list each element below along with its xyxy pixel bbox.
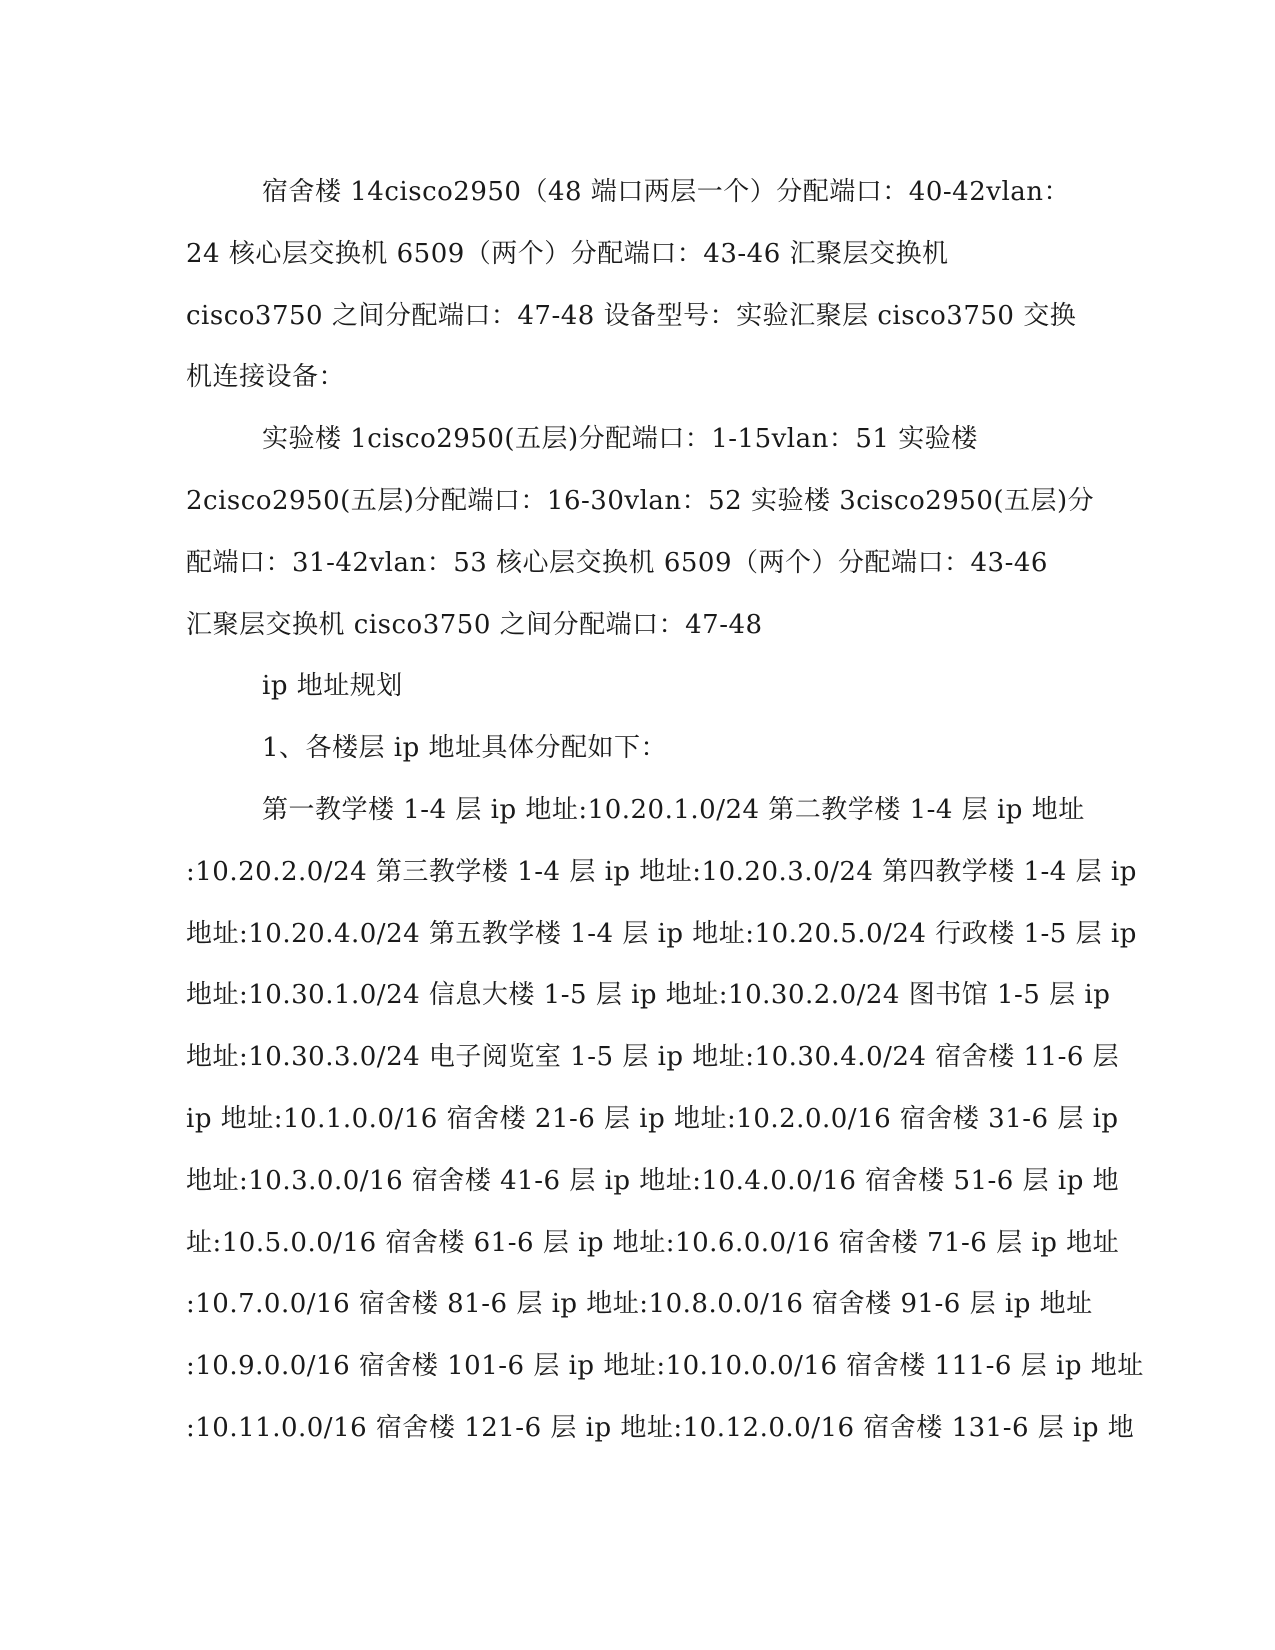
paragraph-line: 24 核心层交换机 6509（两个）分配端口：43-46 汇聚层交换机 [186, 238, 949, 269]
paragraph-line: 2cisco2950(五层)分配端口：16-30vlan：52 实验楼 3cisco2950(五层)分 [186, 485, 1095, 516]
paragraph-line: 地址:10.3.0.0/16 宿舍楼 41-6 层 ip 地址:10.4.0.0/16 宿舍楼 51-6 层 ip 地 [186, 1165, 1120, 1196]
section-heading: ip 地址规划 [262, 671, 403, 702]
subsection-heading: 1、各楼层 ip 地址具体分配如下： [262, 733, 668, 764]
paragraph-line: 第一教学楼 1-4 层 ip 地址:10.20.1.0/24 第二教学楼 1-4 层 ip 地址 [262, 794, 1085, 825]
paragraph-line: ip 地址:10.1.0.0/16 宿舍楼 21-6 层 ip 地址:10.2.0.0/16 宿舍楼 31-6 层 ip [186, 1103, 1119, 1134]
paragraph-line: 地址:10.20.4.0/24 第五教学楼 1-4 层 ip 地址:10.20.5.0/24 行政楼 1-5 层 ip [186, 918, 1137, 949]
paragraph-line: 址:10.5.0.0/16 宿舍楼 61-6 层 ip 地址:10.6.0.0/16 宿舍楼 71-6 层 ip 地址 [186, 1227, 1120, 1258]
paragraph-line: :10.7.0.0/16 宿舍楼 81-6 层 ip 地址:10.8.0.0/16 宿舍楼 91-6 层 ip 地址 [186, 1289, 1093, 1320]
paragraph-line: 配端口：31-42vlan：53 核心层交换机 6509（两个）分配端口：43-46 [186, 547, 1048, 578]
document-body [186, 162, 1144, 1460]
paragraph-line: :10.20.2.0/24 第三教学楼 1-4 层 ip 地址:10.20.3.0/24 第四教学楼 1-4 层 ip [186, 856, 1137, 887]
paragraph-line: :10.9.0.0/16 宿舍楼 101-6 层 ip 地址:10.10.0.0/16 宿舍楼 111-6 层 ip 地址 [186, 1351, 1144, 1382]
paragraph-line: 汇聚层交换机 cisco3750 之间分配端口：47-48 [186, 609, 763, 640]
paragraph-line: :10.11.0.0/16 宿舍楼 121-6 层 ip 地址:10.12.0.0/16 宿舍楼 131-6 层 ip 地 [186, 1412, 1135, 1443]
paragraph-line: 地址:10.30.1.0/24 信息大楼 1-5 层 ip 地址:10.30.2.0/24 图书馆 1-5 层 ip [186, 980, 1111, 1011]
paragraph-line: 地址:10.30.3.0/24 电子阅览室 1-5 层 ip 地址:10.30.4.0/24 宿舍楼 11-6 层 [186, 1042, 1120, 1073]
paragraph-line: cisco3750 之间分配端口：47-48 设备型号：实验汇聚层 cisco3750 交换 [186, 300, 1077, 331]
paragraph-line: 实验楼 1cisco2950(五层)分配端口：1-15vlan：51 实验楼 [262, 424, 978, 455]
paragraph-line: 宿舍楼 14cisco2950（48 端口两层一个）分配端口：40-42vlan： [262, 177, 1071, 207]
paragraph-line: 机连接设备： [186, 362, 346, 393]
